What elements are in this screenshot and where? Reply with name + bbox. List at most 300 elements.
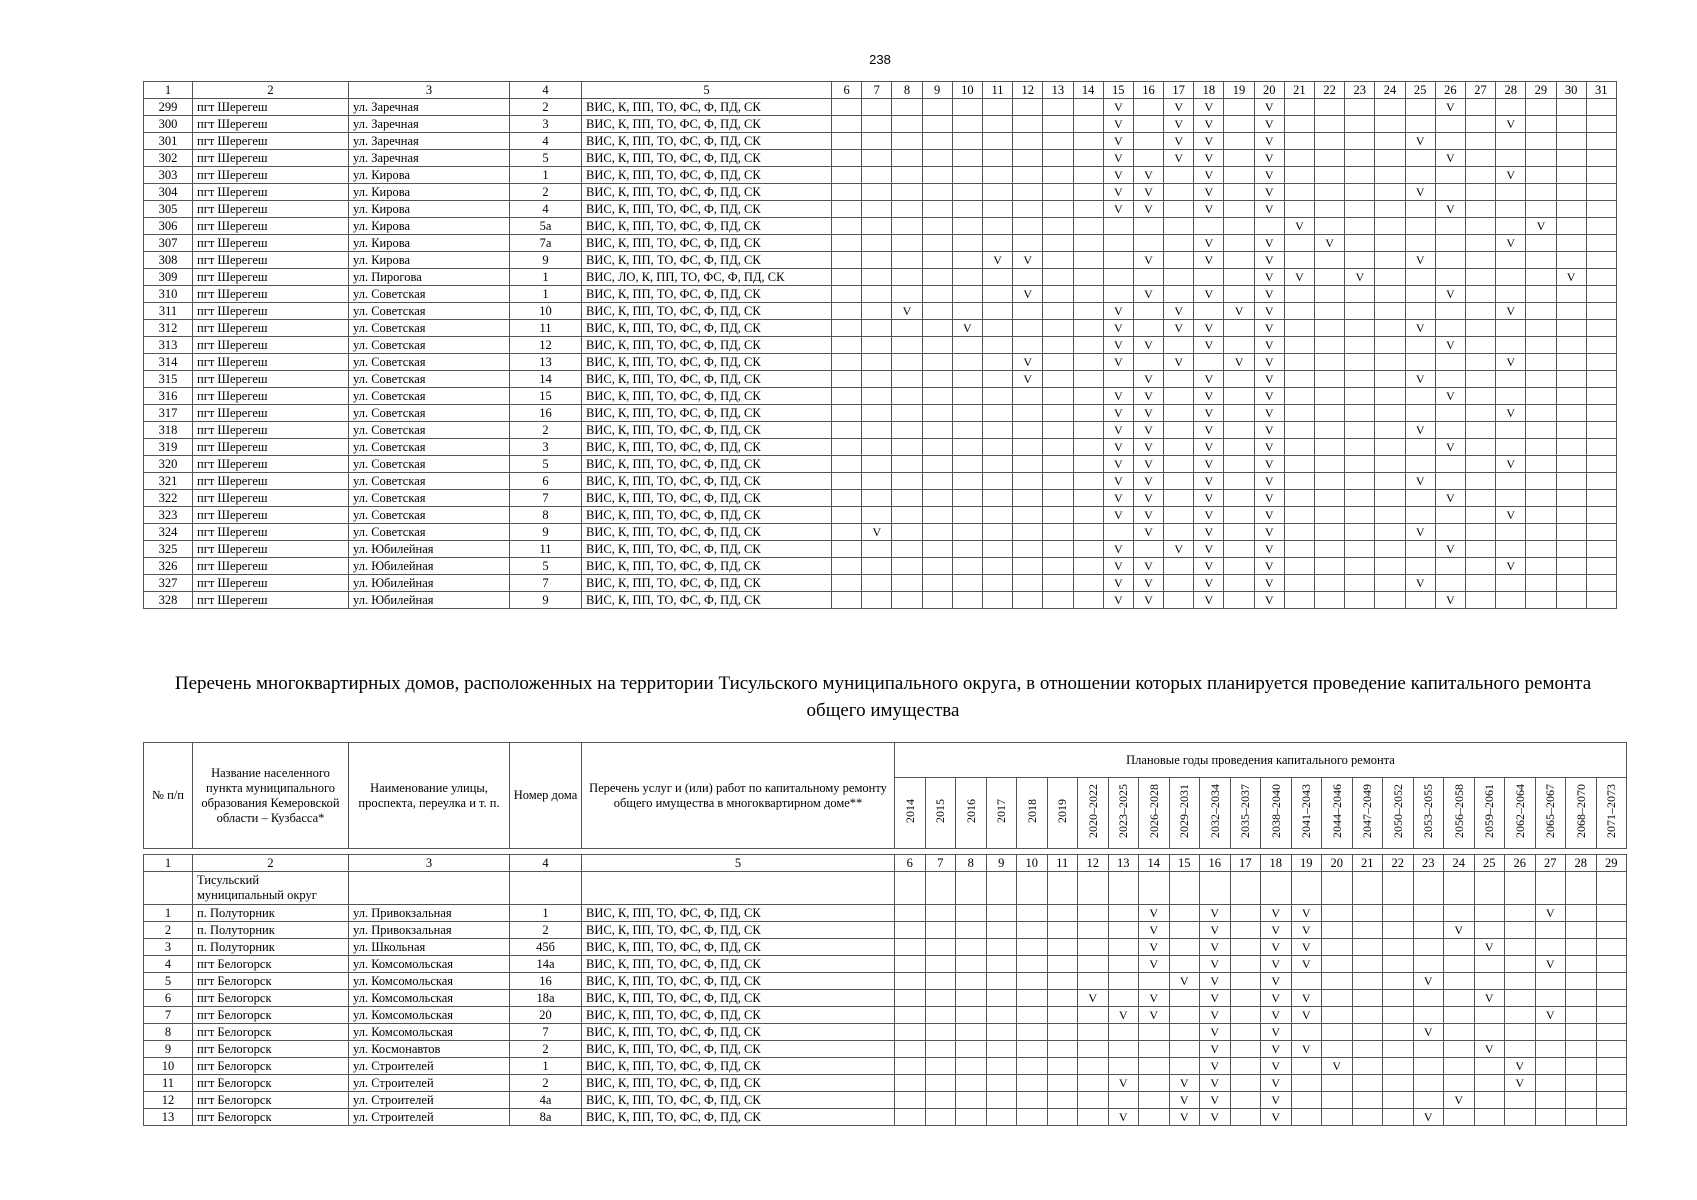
- year-cell: [1043, 320, 1073, 337]
- year-cell: [922, 439, 952, 456]
- year-cell: [1108, 1041, 1139, 1058]
- year-cell: [1352, 922, 1383, 939]
- year-cell: [925, 1007, 956, 1024]
- year-mark: V: [1194, 439, 1224, 456]
- year-cell: [1586, 218, 1616, 235]
- year-cell: [922, 473, 952, 490]
- year-cell: [956, 990, 987, 1007]
- year-mark: V: [1194, 371, 1224, 388]
- column-number-cell: 3: [349, 82, 510, 99]
- year-cell: [982, 592, 1012, 609]
- year-cell: [1017, 1024, 1048, 1041]
- year-mark: V: [1164, 99, 1194, 116]
- settlement-name: пгт Шерегеш: [193, 558, 349, 575]
- works-list: ВИС, К, ПП, ТО, ФС, Ф, ПД, СК: [582, 1092, 895, 1109]
- year-mark: V: [1291, 905, 1322, 922]
- year-cell: [982, 558, 1012, 575]
- year-cell: [1405, 592, 1435, 609]
- year-cell: [832, 490, 862, 507]
- year-mark: V: [1413, 973, 1444, 990]
- year-cell: [922, 558, 952, 575]
- year-cell: [832, 473, 862, 490]
- year-cell: [1230, 956, 1261, 973]
- year-cell: [986, 1041, 1017, 1058]
- year-mark: V: [1496, 303, 1526, 320]
- year-cell: [922, 337, 952, 354]
- year-cell: [1435, 575, 1465, 592]
- year-cell: [832, 524, 862, 541]
- table-row: [144, 905, 1627, 922]
- year-cell: [925, 1024, 956, 1041]
- year-cell: [925, 990, 956, 1007]
- year-cell: [1073, 269, 1103, 286]
- street-name: ул. Строителей: [349, 1058, 510, 1075]
- table-housing-list-tisul: [143, 742, 1627, 1126]
- works-list: ВИС, К, ПП, ТО, ФС, Ф, ПД, СК: [582, 990, 895, 1007]
- year-cell: [1383, 1041, 1414, 1058]
- year-cell: [1315, 218, 1345, 235]
- row-number: 328: [144, 592, 193, 609]
- table-row: [144, 490, 1617, 507]
- header-year-label: 2062–2064: [1512, 784, 1527, 838]
- year-cell: [1169, 922, 1200, 939]
- year-cell: [1556, 286, 1586, 303]
- year-cell: [1073, 473, 1103, 490]
- year-cell: [1505, 939, 1536, 956]
- table-row: [144, 354, 1617, 371]
- year-cell: [1352, 1092, 1383, 1109]
- year-cell: [1169, 1024, 1200, 1041]
- year-cell: [1224, 541, 1254, 558]
- year-mark: V: [1164, 150, 1194, 167]
- year-mark: V: [1496, 354, 1526, 371]
- year-cell: [832, 405, 862, 422]
- house-number: 10: [510, 303, 582, 320]
- year-mark: V: [1194, 99, 1224, 116]
- year-cell: [1315, 184, 1345, 201]
- year-cell: [982, 235, 1012, 252]
- table-row: [144, 1092, 1627, 1109]
- street-name: ул. Строителей: [349, 1075, 510, 1092]
- year-mark: V: [1291, 1041, 1322, 1058]
- year-cell: [1315, 303, 1345, 320]
- year-cell: [1230, 1024, 1261, 1041]
- column-number-cell: 15: [1103, 82, 1133, 99]
- year-cell: [1375, 456, 1405, 473]
- year-cell: [862, 252, 892, 269]
- settlement-name: пгт Шерегеш: [193, 320, 349, 337]
- year-cell: [952, 99, 982, 116]
- works-list: ВИС, К, ПП, ТО, ФС, Ф, ПД, СК: [582, 320, 832, 337]
- year-mark: V: [1200, 905, 1231, 922]
- street-name: ул. Привокзальная: [349, 905, 510, 922]
- settlement-name: пгт Шерегеш: [193, 201, 349, 218]
- year-cell: [1352, 1007, 1383, 1024]
- year-cell: [1496, 150, 1526, 167]
- year-cell: [1315, 269, 1345, 286]
- year-cell: [1169, 990, 1200, 1007]
- year-cell: [1474, 1075, 1505, 1092]
- year-cell: [832, 269, 862, 286]
- row-number: 305: [144, 201, 193, 218]
- works-list: ВИС, К, ПП, ТО, ФС, Ф, ПД, СК: [582, 201, 832, 218]
- year-mark: V: [1103, 354, 1133, 371]
- house-number: 16: [510, 405, 582, 422]
- row-number: 304: [144, 184, 193, 201]
- year-cell: [1291, 1092, 1322, 1109]
- year-cell: [1345, 218, 1375, 235]
- year-cell: [1496, 201, 1526, 218]
- house-number: 4: [510, 133, 582, 150]
- year-mark: V: [1103, 388, 1133, 405]
- row-number: 303: [144, 167, 193, 184]
- year-cell: [1043, 167, 1073, 184]
- year-cell: [1284, 286, 1314, 303]
- column-number-cell: 24: [1375, 82, 1405, 99]
- year-cell: [1586, 133, 1616, 150]
- year-cell: [1535, 1058, 1566, 1075]
- column-number-cell: 2: [193, 855, 349, 872]
- street-name: ул. Космонавтов: [349, 1041, 510, 1058]
- year-cell: [862, 473, 892, 490]
- year-cell: [1103, 252, 1133, 269]
- year-cell: [925, 956, 956, 973]
- year-cell: [1103, 524, 1133, 541]
- column-number-cell: 20: [1322, 855, 1353, 872]
- table-row: [144, 1024, 1627, 1041]
- year-mark: V: [1194, 541, 1224, 558]
- year-mark: V: [1200, 1024, 1231, 1041]
- year-cell: [1345, 235, 1375, 252]
- year-cell: [1043, 354, 1073, 371]
- table-row: [144, 303, 1617, 320]
- settlement-name: пгт Шерегеш: [193, 337, 349, 354]
- year-mark: V: [1474, 990, 1505, 1007]
- year-cell: [952, 218, 982, 235]
- header-year-label: 2029–2031: [1177, 784, 1192, 838]
- year-cell: [892, 252, 922, 269]
- year-cell: [1405, 558, 1435, 575]
- year-cell: [1586, 150, 1616, 167]
- column-number-cell: 12: [1078, 855, 1109, 872]
- year-mark: V: [1496, 507, 1526, 524]
- year-cell: [956, 973, 987, 990]
- row-number: 300: [144, 116, 193, 133]
- year-cell: [1013, 592, 1043, 609]
- year-cell: [1413, 1041, 1444, 1058]
- year-cell: [1405, 541, 1435, 558]
- year-cell: [1526, 269, 1556, 286]
- year-cell: [1586, 558, 1616, 575]
- year-mark: V: [1164, 116, 1194, 133]
- year-cell: [1164, 558, 1194, 575]
- settlement-name: пгт Белогорск: [193, 990, 349, 1007]
- year-mark: V: [1164, 354, 1194, 371]
- year-cell: [1013, 269, 1043, 286]
- table-row: [144, 388, 1617, 405]
- year-cell: [1345, 439, 1375, 456]
- year-cell: [1315, 541, 1345, 558]
- group-empty-cell: [1322, 872, 1353, 905]
- row-number: 323: [144, 507, 193, 524]
- table-row: [144, 405, 1617, 422]
- year-cell: [1230, 1075, 1261, 1092]
- year-cell: [1017, 939, 1048, 956]
- settlement-name: пгт Шерегеш: [193, 116, 349, 133]
- year-cell: [1526, 252, 1556, 269]
- year-mark: V: [1254, 320, 1284, 337]
- year-cell: [1465, 507, 1495, 524]
- year-cell: [1073, 133, 1103, 150]
- year-cell: [892, 133, 922, 150]
- year-cell: [1352, 973, 1383, 990]
- settlement-name: пгт Шерегеш: [193, 286, 349, 303]
- year-cell: [925, 1075, 956, 1092]
- year-mark: V: [1413, 1109, 1444, 1126]
- year-cell: [986, 1092, 1017, 1109]
- year-cell: [1535, 990, 1566, 1007]
- year-cell: [1043, 388, 1073, 405]
- year-cell: [1586, 592, 1616, 609]
- year-mark: V: [1405, 184, 1435, 201]
- year-cell: [1133, 354, 1163, 371]
- year-mark: V: [1254, 116, 1284, 133]
- street-name: ул. Юбилейная: [349, 575, 510, 592]
- row-number: 1: [144, 905, 193, 922]
- year-cell: [1375, 286, 1405, 303]
- year-cell: [982, 439, 1012, 456]
- year-cell: [1465, 218, 1495, 235]
- year-cell: [952, 507, 982, 524]
- year-cell: [1586, 541, 1616, 558]
- year-cell: [1352, 956, 1383, 973]
- year-mark: V: [1194, 286, 1224, 303]
- table-row: [144, 507, 1617, 524]
- header-street: Наименование улицы, проспекта, переулка и т. п.: [349, 743, 510, 849]
- header-year-label: 2018: [1024, 799, 1039, 823]
- year-cell: [1164, 252, 1194, 269]
- year-cell: [1465, 524, 1495, 541]
- year-cell: [892, 320, 922, 337]
- year-cell: [862, 303, 892, 320]
- year-mark: V: [1315, 235, 1345, 252]
- year-mark: V: [1254, 99, 1284, 116]
- year-cell: [832, 218, 862, 235]
- year-mark: V: [1254, 558, 1284, 575]
- year-cell: [1047, 1075, 1078, 1092]
- year-cell: [1078, 1041, 1109, 1058]
- year-cell: [1013, 507, 1043, 524]
- house-number: 1: [510, 167, 582, 184]
- year-cell: [952, 201, 982, 218]
- year-cell: [1556, 388, 1586, 405]
- year-cell: [895, 905, 926, 922]
- year-cell: [862, 235, 892, 252]
- year-cell: [1465, 490, 1495, 507]
- year-cell: [832, 388, 862, 405]
- street-name: ул. Советская: [349, 490, 510, 507]
- group-row: [144, 872, 1627, 905]
- house-number: 13: [510, 354, 582, 371]
- works-list: ВИС, К, ПП, ТО, ФС, Ф, ПД, СК: [582, 558, 832, 575]
- year-cell: [1284, 252, 1314, 269]
- year-cell: [1345, 252, 1375, 269]
- year-cell: [1586, 269, 1616, 286]
- year-cell: [1013, 184, 1043, 201]
- year-cell: [1444, 1058, 1475, 1075]
- house-number: 18а: [510, 990, 582, 1007]
- year-cell: [892, 218, 922, 235]
- year-mark: V: [1194, 473, 1224, 490]
- column-number-cell: 11: [1047, 855, 1078, 872]
- year-cell: [1586, 575, 1616, 592]
- street-name: ул. Советская: [349, 320, 510, 337]
- year-cell: [1405, 286, 1435, 303]
- group-empty-cell: [1078, 872, 1109, 905]
- year-cell: [1556, 371, 1586, 388]
- year-cell: [952, 524, 982, 541]
- settlement-name: пгт Шерегеш: [193, 133, 349, 150]
- year-cell: [1375, 218, 1405, 235]
- header-year-cell: [1383, 778, 1414, 849]
- year-mark: V: [1133, 490, 1163, 507]
- year-cell: [1526, 133, 1556, 150]
- house-number: 9: [510, 592, 582, 609]
- street-name: ул. Заречная: [349, 150, 510, 167]
- year-cell: [1043, 150, 1073, 167]
- year-cell: [1465, 575, 1495, 592]
- column-number-cell: 10: [1017, 855, 1048, 872]
- house-number: 2: [510, 184, 582, 201]
- year-cell: [1078, 956, 1109, 973]
- year-cell: [1291, 1075, 1322, 1092]
- year-mark: V: [1261, 1109, 1292, 1126]
- row-number: 4: [144, 956, 193, 973]
- works-list: ВИС, К, ПП, ТО, ФС, Ф, ПД, СК: [582, 973, 895, 990]
- column-number-cell: 6: [832, 82, 862, 99]
- year-mark: V: [1103, 167, 1133, 184]
- year-cell: [1405, 218, 1435, 235]
- year-mark: V: [1405, 575, 1435, 592]
- settlement-name: п. Полуторник: [193, 939, 349, 956]
- year-cell: [1375, 439, 1405, 456]
- year-mark: V: [1322, 1058, 1353, 1075]
- row-number: 301: [144, 133, 193, 150]
- street-name: ул. Советская: [349, 354, 510, 371]
- year-cell: [1586, 354, 1616, 371]
- group-empty-cell: [1291, 872, 1322, 905]
- street-name: ул. Комсомольская: [349, 1024, 510, 1041]
- year-cell: [1013, 99, 1043, 116]
- year-cell: [1586, 252, 1616, 269]
- year-cell: [1224, 133, 1254, 150]
- year-cell: [1315, 99, 1345, 116]
- year-mark: V: [1133, 371, 1163, 388]
- year-mark: V: [1103, 439, 1133, 456]
- year-cell: [1444, 905, 1475, 922]
- year-cell: [1383, 1024, 1414, 1041]
- year-cell: [1405, 269, 1435, 286]
- year-cell: [1526, 337, 1556, 354]
- group-empty-cell: [1139, 872, 1170, 905]
- table-row: [144, 116, 1617, 133]
- year-cell: [1224, 286, 1254, 303]
- year-cell: [1073, 167, 1103, 184]
- house-number: 14: [510, 371, 582, 388]
- street-name: ул. Юбилейная: [349, 558, 510, 575]
- year-cell: [922, 218, 952, 235]
- year-cell: [1078, 1024, 1109, 1041]
- year-cell: [1224, 184, 1254, 201]
- column-number-cell: 27: [1535, 855, 1566, 872]
- group-empty-cell: [1230, 872, 1261, 905]
- year-cell: [1566, 973, 1597, 990]
- year-cell: [982, 167, 1012, 184]
- table-row: [144, 371, 1617, 388]
- year-mark: V: [1261, 1007, 1292, 1024]
- year-cell: [1556, 99, 1586, 116]
- year-cell: [1047, 956, 1078, 973]
- year-cell: [1322, 1041, 1353, 1058]
- year-cell: [892, 592, 922, 609]
- year-mark: V: [1254, 541, 1284, 558]
- header-year-cell: [1078, 778, 1109, 849]
- house-number: 11: [510, 320, 582, 337]
- year-cell: [956, 939, 987, 956]
- settlement-name: пгт Белогорск: [193, 1109, 349, 1126]
- street-name: ул. Советская: [349, 388, 510, 405]
- year-cell: [982, 201, 1012, 218]
- year-cell: [1496, 388, 1526, 405]
- year-cell: [1556, 150, 1586, 167]
- year-mark: V: [1133, 439, 1163, 456]
- year-cell: [832, 133, 862, 150]
- street-name: ул. Советская: [349, 439, 510, 456]
- group-empty-cell: [986, 872, 1017, 905]
- year-cell: [1566, 1007, 1597, 1024]
- street-name: ул. Комсомольская: [349, 990, 510, 1007]
- year-mark: V: [1254, 507, 1284, 524]
- year-cell: [1435, 371, 1465, 388]
- year-cell: [892, 337, 922, 354]
- year-cell: [1315, 575, 1345, 592]
- street-name: ул. Комсомольская: [349, 973, 510, 990]
- row-number: 309: [144, 269, 193, 286]
- year-cell: [925, 939, 956, 956]
- year-cell: [1047, 939, 1078, 956]
- year-cell: [1435, 116, 1465, 133]
- year-cell: [1596, 905, 1627, 922]
- year-cell: [1224, 320, 1254, 337]
- group-num-cell: [144, 872, 193, 905]
- table-row: [144, 473, 1617, 490]
- year-cell: [982, 422, 1012, 439]
- year-cell: [1465, 473, 1495, 490]
- year-mark: V: [1535, 905, 1566, 922]
- year-cell: [952, 490, 982, 507]
- table-row: [144, 99, 1617, 116]
- year-cell: [1556, 116, 1586, 133]
- year-cell: [922, 405, 952, 422]
- year-cell: [1435, 558, 1465, 575]
- year-cell: [1284, 184, 1314, 201]
- year-cell: [1435, 184, 1465, 201]
- year-cell: [1526, 575, 1556, 592]
- year-cell: [1526, 201, 1556, 218]
- year-cell: [862, 167, 892, 184]
- year-cell: [952, 592, 982, 609]
- year-mark: V: [1200, 1007, 1231, 1024]
